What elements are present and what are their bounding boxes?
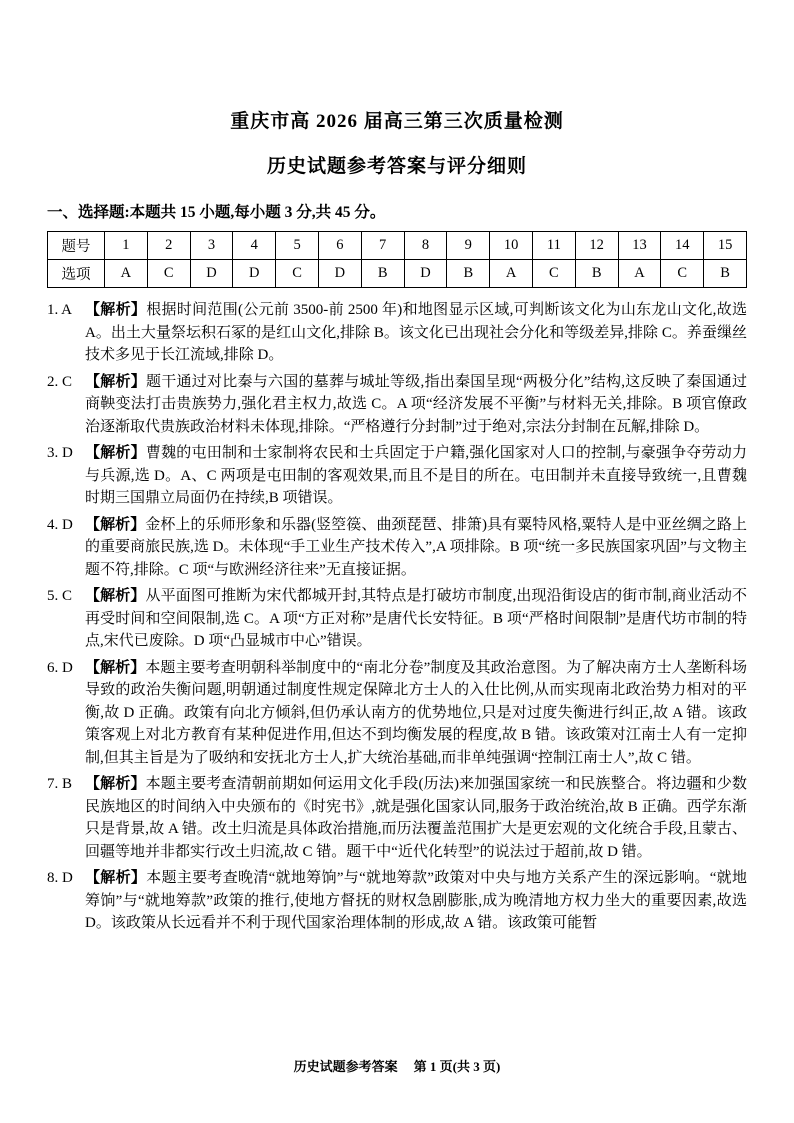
explanation-text (85, 514, 747, 582)
answer-cell: C (276, 260, 319, 288)
analysis-body: 本题主要考查晚清“就地筹饷”与“就地筹款”政策对中央与地方关系产生的深远影响。“就地筹饷”与“就地筹款”政策的推行,使地方督抚的财权急剧膨胀,成为晚清地方权力坐大的重要因素,故选 D。该政策从长远看并不利于现代国家治理体制的形成,故 A 错。该政策可能暂 (85, 870, 747, 931)
analysis-body: 从平面图可推断为宋代都城开封,其特点是打破坊市制度,出现沿街设店的街市制,商业活动不再受时间和空间限制,选 C。A 项“方正对称”是唐代长安特征。B 项“严格时间限制”是唐代坊市制的特点,宋代已废除。D 项“凸显城市中心”错误。 (85, 588, 747, 649)
question-answer-label: 8. D (47, 870, 73, 886)
explanation-text (85, 442, 747, 510)
question-number-cell: 4 (233, 232, 276, 260)
question-number-cell: 14 (661, 232, 704, 260)
question-number-cell: 10 (490, 232, 533, 260)
page-title: 重庆市高 2026 届高三第三次质量检测 (230, 111, 564, 132)
answer-cell: C (532, 260, 575, 288)
explanation-text (85, 371, 747, 439)
analysis-body: 曹魏的屯田制和士家制将农民和士兵固定于户籍,强化国家对人口的控制,与豪强争夺劳动力与兵源,选 D。A、C 两项是屯田制的客观效果,而且不是目的所在。屯田制并未直接导致统一,且曹魏时期三国鼎立局面仍在持续,B 项错误。 (85, 445, 747, 506)
question-number-cell: 3 (190, 232, 233, 260)
answer-cell: A (618, 260, 661, 288)
answer-cell: D (404, 260, 447, 288)
page-footer (0, 1056, 794, 1075)
analysis-label: 【解析】 (85, 776, 146, 792)
explanation-list (47, 299, 747, 935)
answer-table-number-row (48, 232, 747, 260)
question-number-cell: 2 (147, 232, 190, 260)
answer-cell: B (704, 260, 747, 288)
analysis-label: 【解析】 (85, 302, 147, 318)
explanation-item-2 (47, 371, 747, 439)
explanation-item-1 (47, 299, 747, 367)
question-number-cell: 13 (618, 232, 661, 260)
page-subtitle: 历史试题参考答案与评分细则 (266, 156, 527, 177)
explanation-text (85, 867, 747, 935)
analysis-label: 【解析】 (85, 516, 146, 533)
question-answer-label: 4. D (47, 516, 73, 533)
answer-cell: D (318, 260, 361, 288)
explanation-text (85, 657, 747, 770)
answer-cell: B (447, 260, 490, 288)
explanation-item-5 (47, 585, 747, 653)
question-number-cell: 9 (447, 232, 490, 260)
question-answer-label: 1. A (47, 302, 73, 318)
question-answer-label: 2. C (47, 373, 73, 390)
answer-cell: A (490, 260, 533, 288)
question-number-cell: 11 (532, 232, 575, 260)
explanation-text (85, 585, 747, 653)
question-answer-label: 7. B (47, 776, 73, 792)
footer-page-number: 第 1 页(共 3 页) (413, 1059, 501, 1074)
analysis-label: 【解析】 (85, 445, 146, 461)
answer-cell: D (233, 260, 276, 288)
question-number-cell: 6 (318, 232, 361, 260)
question-number-cell: 12 (575, 232, 618, 260)
explanation-text (85, 773, 747, 863)
explanation-item-6 (47, 657, 747, 770)
analysis-label: 【解析】 (85, 373, 146, 390)
table-row-label: 题号 (48, 232, 105, 260)
answer-cell: C (661, 260, 704, 288)
analysis-body: 题干通过对比秦与六国的墓葬与城址等级,指出秦国呈现“两极分化”结构,这反映了秦国通过商鞅变法打击贵族势力,强化君主权力,故选 C。A 项“经济发展不平衡”与材料无关,排除。B 项官僚政治逐渐取代贵族政治材料未体现,排除。“严格遵行分封制”过于绝对,宗法分封制在瓦解,排除 D。 (85, 373, 747, 435)
question-answer-label: 3. D (47, 445, 73, 461)
answer-cell: B (361, 260, 404, 288)
analysis-body: 根据时间范围(公元前 3500-前 2500 年)和地图显示区域,可判断该文化为山东龙山文化,故选 A。出土大量祭坛积石冢的是红山文化,排除 B。该文化已出现社会分化和等级差异,排除 C。养蚕缫丝技术多见于长江流域,排除 D。 (85, 302, 747, 363)
answer-table-option-row (48, 260, 747, 288)
answer-cell: B (575, 260, 618, 288)
section-header: 一、选择题:本题共 15 小题,每小题 3 分,共 45 分。 (47, 204, 386, 221)
table-row-label: 选项 (48, 260, 105, 288)
analysis-body: 金杯上的乐师形象和乐器(竖箜篌、曲颈琵琶、排箫)具有粟特风格,粟特人是中亚丝绸之路上的重要商旅民族,选 D。未体现“手工业生产技术传入”,A 项排除。B 项“统一多民族国家巩固”与文物主题不符,排除。C 项“与欧洲经济往来”无直接证据。 (85, 516, 747, 578)
question-answer-label: 6. D (47, 659, 73, 676)
analysis-label: 【解析】 (85, 659, 146, 676)
analysis-label: 【解析】 (85, 870, 147, 886)
explanation-item-4 (47, 514, 747, 582)
footer-document-title: 历史试题参考答案 (293, 1059, 398, 1074)
explanation-item-8 (47, 867, 747, 935)
analysis-body: 本题主要考查明朝科举制度中的“南北分卷”制度及其政治意图。为了解决南方士人垄断科场导致的政治失衡问题,明朝通过制度性规定保障北方士人的入仕比例,从而实现南北政治势力相对的平衡,故 D 正确。政策有向北方倾斜,但仍承认南方的优势地位,只是对过度失衡进行纠正,故 A 错。该政策客观上对北方教育有某种促进作用,但达不到均衡发展的程度,故 B 错。该政策对江南士人有一定抑制,但其主旨是为了吸纳和安抚北方士人,扩大统治基础,而非单纯强调“控制江南士人”,故 C 错。 (85, 659, 747, 766)
answer-table (47, 231, 747, 288)
question-number-cell: 5 (276, 232, 319, 260)
analysis-label: 【解析】 (85, 588, 146, 604)
answer-cell: D (190, 260, 233, 288)
question-number-cell: 7 (361, 232, 404, 260)
answer-cell: C (147, 260, 190, 288)
question-number-cell: 15 (704, 232, 747, 260)
question-number-cell: 8 (404, 232, 447, 260)
question-answer-label: 5. C (47, 588, 73, 604)
question-number-cell: 1 (105, 232, 148, 260)
analysis-body: 本题主要考查清朝前期如何运用文化手段(历法)来加强国家统一和民族整合。将边疆和少数民族地区的时间纳入中央颁布的《时宪书》,就是强化国家认同,服务于政治统治,故 B 正确。西学东渐只是背景,故 A 错。改土归流是具体政治措施,而历法覆盖范围扩大是更宏观的文化统合手段,且蒙古、回疆等地并非都实行改土归流,故 C 错。题干中“近代化转型”的说法过于超前,故 D 错。 (85, 776, 747, 860)
explanation-item-7 (47, 773, 747, 863)
explanation-text (85, 299, 747, 367)
answer-cell: A (105, 260, 148, 288)
explanation-item-3 (47, 442, 747, 510)
